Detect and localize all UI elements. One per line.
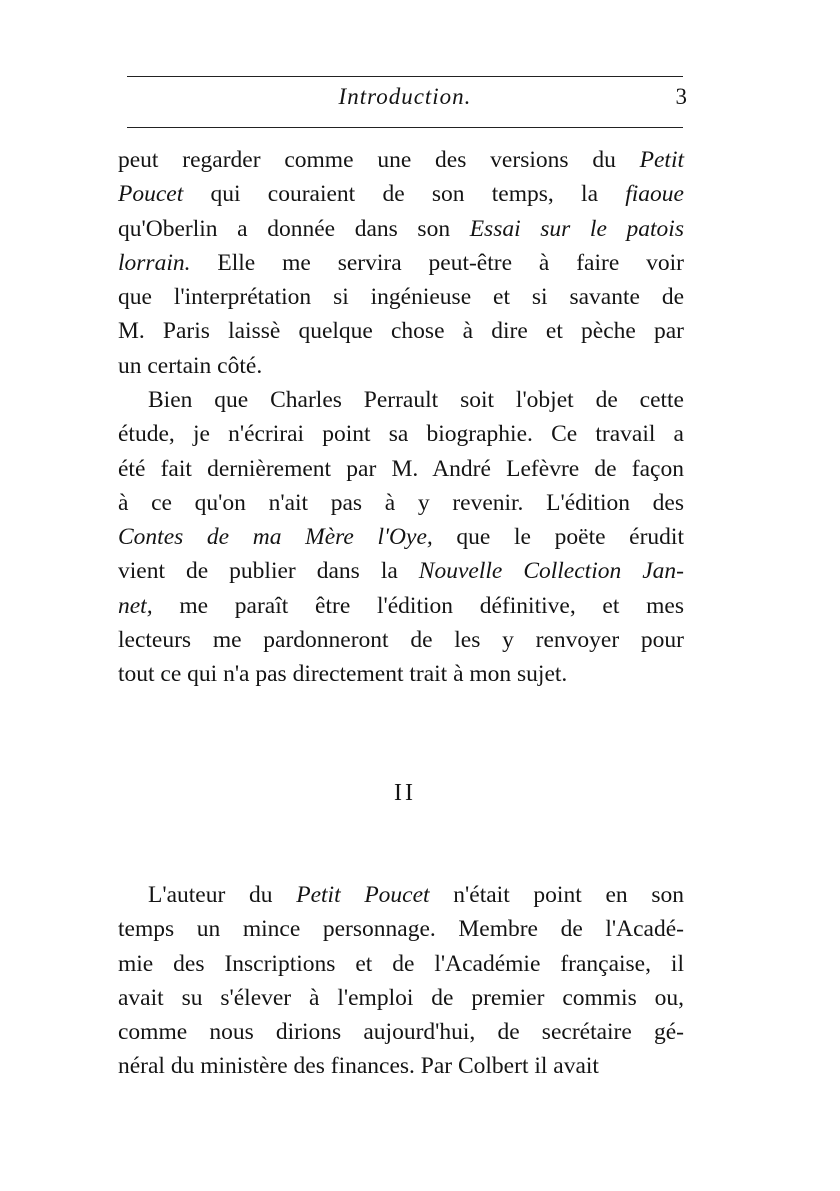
italic-run: Petit [639,147,684,173]
paragraph-1 [118,143,684,383]
italic-run: Petit Poucet [296,882,430,908]
text-line: qu'Oberlin a donnée dans son Essai sur le patois [118,215,684,242]
italic-run: lorrain. [118,249,191,276]
italic-run: Poucet [118,181,184,208]
text-line: temps un mince personnage. Membre de l'Acadé- [118,916,684,943]
text-line: comme nous dirions aujourd'hui, de secrétaire gé- [118,1019,684,1046]
italic-run: fiaoue [625,181,684,208]
italic-run: Contes de ma Mère l'Oye, [118,524,433,551]
text-line: vient de publier dans la Nouvelle Collection Jan- [118,558,684,585]
text-line: net, me paraît être l'édition définitive, et mes [118,592,684,619]
text-line: que l'interprétation si ingénieuse et si savante de [118,284,684,311]
header-rule-top [127,76,683,77]
header-rule-bottom [127,127,683,128]
text-line: lorrain. Elle me servira peut-être à faire voir [118,249,684,276]
italic-run: net, [118,592,153,619]
text-line: un certain côté. [118,352,263,379]
text-line: à ce qu'on n'ait pas à y revenir. L'édition des [118,489,684,516]
text-line: L'auteur du Petit Poucet n'était point en son [148,882,684,908]
text-line: Bien que Charles Perrault soit l'objet de cette [148,387,684,413]
paragraph-3 [118,878,684,1084]
text-line: peut regarder comme une des versions du Petit [118,147,684,173]
section-heading: II [394,780,416,806]
text-line: tout ce qui n'a pas directement trait à mon sujet. [118,661,568,688]
page-number: 3 [675,84,687,109]
paragraph-2 [118,383,684,692]
running-title: Introduction. [338,84,472,109]
text-line: néral du ministère des finances. Par Colbert il avait [118,1053,599,1080]
text-line: avait su s'élever à l'emploi de premier commis ou, [118,984,684,1011]
text-line: étude, je n'écrirai point sa biographie. Ce travail a [118,421,684,448]
text-line: mie des Inscriptions et de l'Académie française, il [118,950,684,977]
text-line: Poucet qui couraient de son temps, la fiaoue [118,181,684,208]
italic-run: Nouvelle Collection Jan- [418,558,684,585]
italic-run: Essai sur le patois [469,215,684,242]
text-line: été fait dernièrement par M. André Lefèvre de façon [118,455,684,482]
text-line: M. Paris laissè quelque chose à dire et pèche par [118,318,684,345]
text-line: Contes de ma Mère l'Oye, que le poëte érudit [118,524,684,551]
text-line: lecteurs me pardonneront de les y renvoyer pour [118,627,684,654]
